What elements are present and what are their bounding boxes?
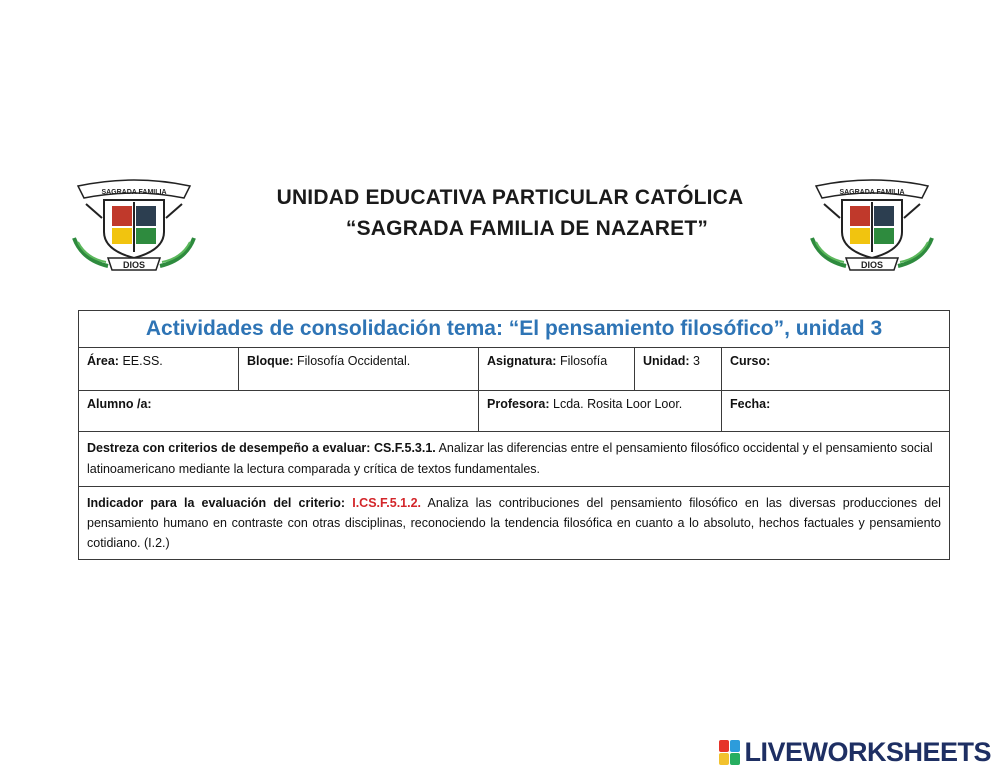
indicador-code: I.CS.F.5.1.2. bbox=[352, 496, 422, 510]
worksheet-title: Actividades de consolidación tema: “El pensamiento filosófico”, unidad 3 bbox=[79, 311, 950, 348]
profesora-value: Lcda. Rosita Loor Loor. bbox=[553, 397, 683, 411]
school-crest-left bbox=[68, 178, 200, 274]
profesora-label: Profesora: bbox=[487, 397, 550, 411]
area-label: Área: bbox=[87, 354, 119, 368]
asignatura-value: Filosofía bbox=[559, 354, 608, 368]
curso-cell[interactable] bbox=[722, 348, 950, 391]
crest-ribbon-text: SAGRADA FAMILIA bbox=[101, 189, 167, 196]
indicador-label: Indicador para la evaluación del criterio: bbox=[87, 496, 346, 510]
asignatura-label: Asignatura: bbox=[487, 354, 557, 368]
fecha-label: Fecha: bbox=[730, 397, 771, 411]
profesora-cell bbox=[479, 391, 722, 432]
unidad-value: 3 bbox=[693, 354, 700, 368]
area-value: EE.SS. bbox=[122, 354, 163, 368]
alumno-cell[interactable] bbox=[79, 391, 479, 432]
school-name bbox=[200, 182, 820, 244]
liveworksheets-brand: LIVEWORKSHEETS bbox=[744, 737, 991, 767]
curso-label: Curso: bbox=[730, 354, 771, 368]
area-cell bbox=[79, 348, 239, 391]
alumno-label: Alumno /a: bbox=[87, 397, 152, 411]
crest-motto: DIOS bbox=[860, 260, 884, 270]
school-name-line2: “SAGRADA FAMILIA DE NAZARET” bbox=[345, 217, 709, 240]
destreza-code: CS.F.5.3.1. bbox=[373, 441, 436, 455]
school-name-line1: UNIDAD EDUCATIVA PARTICULAR CATÓLICA bbox=[276, 186, 744, 209]
indicador-text: Analiza las contribuciones del pensamiento filosófico en las diversas producciones del pensamiento humano en contraste con otras disciplinas, reconociendo la tendencia filosófica en cuanto a lo absoluto, hechos factuales y pensamiento cotidiano. (I.2.) bbox=[87, 496, 941, 550]
unidad-label: Unidad: bbox=[643, 354, 690, 368]
unidad-cell bbox=[635, 348, 722, 391]
liveworksheets-logo bbox=[719, 738, 991, 766]
bloque-cell bbox=[239, 348, 479, 391]
destreza-label: Destreza con criterios de desempeño a evaluar: bbox=[87, 441, 371, 455]
destreza-text: Analizar las diferencias entre el pensamiento filosófico occidental y el pensamiento social latinoamericano mediante la lectura comparada y crítica de textos fundamentales. bbox=[87, 441, 933, 476]
worksheet-info-table bbox=[78, 310, 950, 560]
indicador-cell bbox=[79, 487, 950, 560]
liveworksheets-icon bbox=[719, 740, 740, 765]
bloque-label: Bloque: bbox=[247, 354, 294, 368]
crest-motto: DIOS bbox=[122, 260, 146, 270]
school-crest-right bbox=[806, 178, 938, 274]
bloque-value: Filosofía Occidental. bbox=[297, 354, 411, 368]
asignatura-cell bbox=[479, 348, 635, 391]
destreza-cell bbox=[79, 432, 950, 487]
fecha-cell[interactable] bbox=[722, 391, 950, 432]
crest-ribbon-text: SAGRADA FAMILIA bbox=[839, 189, 905, 196]
